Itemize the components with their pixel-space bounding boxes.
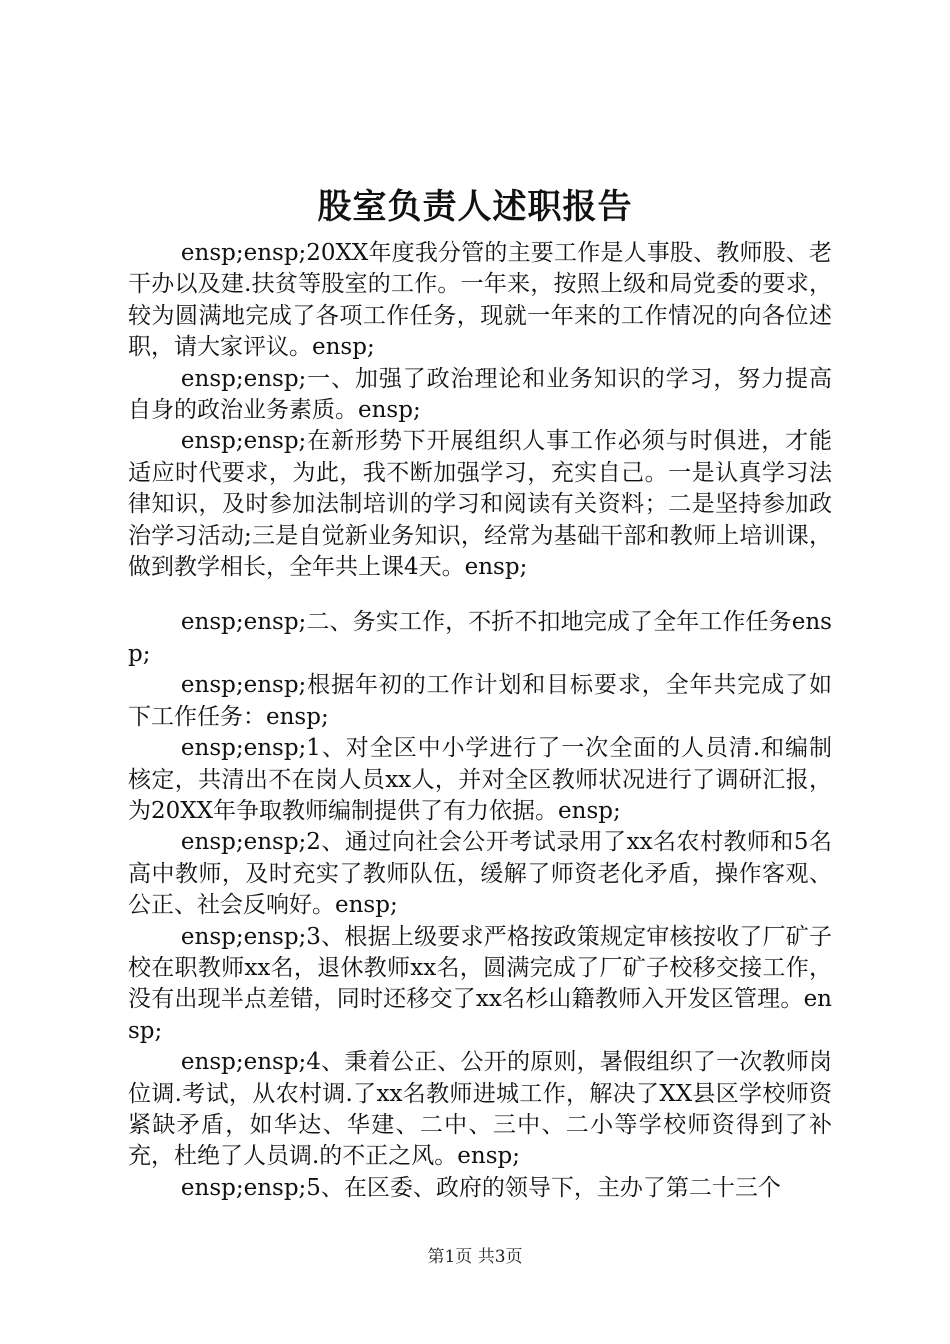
page-footer: 第1页 共3页 xyxy=(427,1247,523,1267)
paragraph-task-5: ensp;ensp;5、在区委、政府的领导下，主办了第二十三个 xyxy=(180,1174,781,1201)
paragraph-task-1: ensp;ensp;1、对全区中小学进行了一次全面的人员清.和编制核定，共清出不在岗人员xx人，并对全区教师状况进行了调研汇报，为20XX年争取教师编制提供了有力依据。ensp; xyxy=(128,735,832,824)
paragraph-section-2-heading: ensp;ensp;二、务实工作，不折不扣地完成了全年工作任务ensp; xyxy=(128,609,832,667)
paragraph-task-2: ensp;ensp;2、通过向社会公开考试录用了xx名农村教师和5名高中教师，及时充实了教师队伍，缓解了师资老化矛盾，操作客观、公正、社会反响好。ensp; xyxy=(128,829,832,919)
document-title: 股室负责人述职报告 xyxy=(317,187,633,227)
document-body xyxy=(128,238,832,1204)
paragraph-tasks-intro: ensp;ensp;根据年初的工作计划和目标要求，全年共完成了如下工作任务：ensp; xyxy=(128,672,832,730)
paragraph-task-4: ensp;ensp;4、秉着公正、公开的原则，暑假组织了一次教师岗位调.考试，从农村调.了xx名教师进城工作，解决了XX县区学校师资紧缺矛盾，如华达、华建、二中、三中、二小等学校师资得到了补充，杜绝了人员调.的不正之风。ensp; xyxy=(128,1049,832,1170)
paragraph-section-1-heading: ensp;ensp;一、加强了政治理论和业务知识的学习，努力提高自身的政治业务素质。ensp; xyxy=(128,365,832,424)
paragraph-study: ensp;ensp;在新形势下开展组织人事工作必须与时俱进，才能适应时代要求，为此，我不断加强学习，充实自己。一是认真学习法律知识，及时参加法制培训的学习和阅读有关资料；二是坚持参加政治学习活动;三是自觉新业务知识，经常为基础干部和教师上培训课，做到教学相长，全年共上课4天。ensp; xyxy=(128,428,832,581)
paragraph-task-3: ensp;ensp;3、根据上级要求严格按政策规定审核按收了厂矿子校在职教师xx名，退休教师xx名，圆满完成了厂矿子校移交接工作，没有出现半点差错，同时还移交了xx名杉山籍教师入开发区管理。ensp; xyxy=(128,923,832,1044)
paragraph-intro: ensp;ensp;20XX年度我分管的主要工作是人事股、教师股、老干办以及建.扶贫等股室的工作。一年来，按照上级和局党委的要求，较为圆满地完成了各项工作任务，现就一年来的工作情况的向各位述职，请大家评议。ensp; xyxy=(128,240,832,361)
